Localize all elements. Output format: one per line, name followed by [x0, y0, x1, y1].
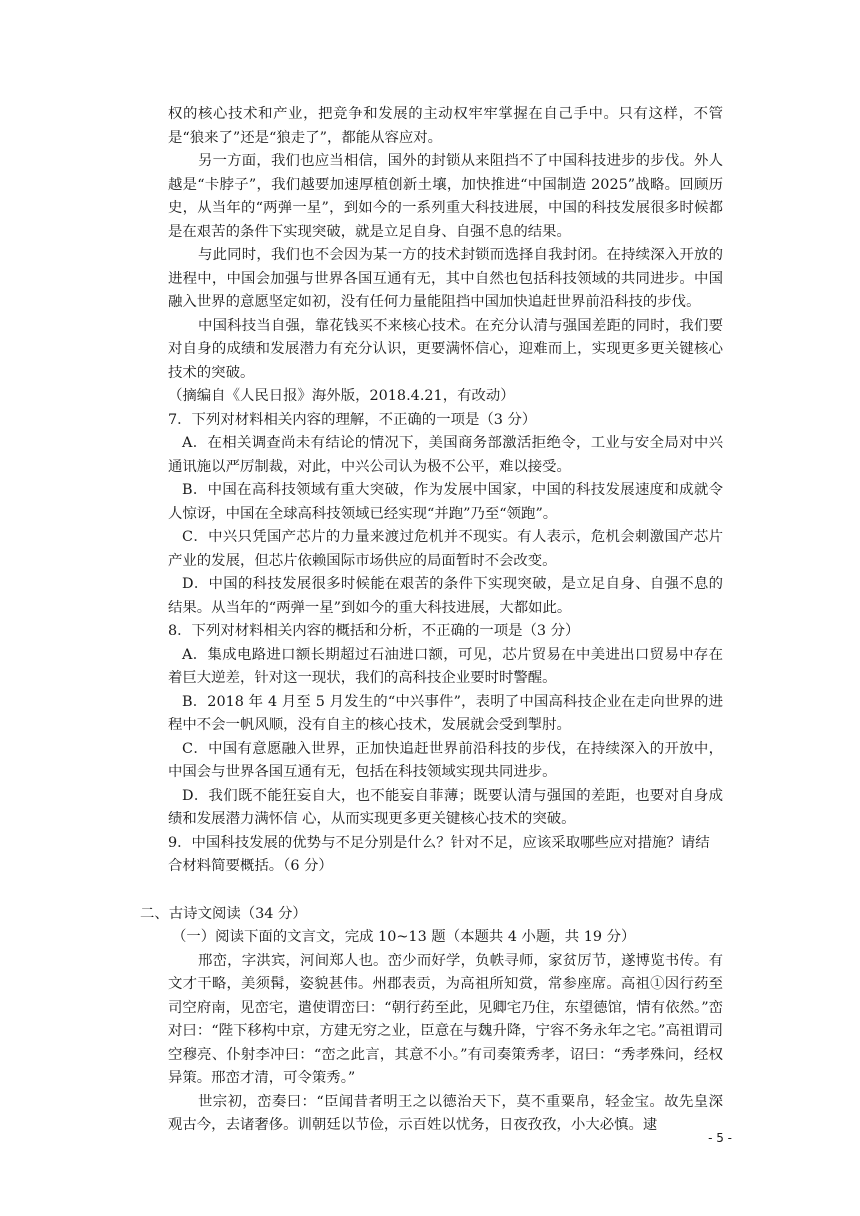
question-8-option-a: A．集成电路进口额长期超过石油进口额，可见，芯片贸易在中美进出口贸易中存在着巨大逆差，针对这一现状，我们的高科技企业要时时警醒。: [168, 646, 723, 686]
paragraph-body: 另一方面，我们也应当相信，国外的封锁从来阻挡不了中国科技进步的步伐。外人越是“卡脖子”，我们越要加速厚植创新土壤，加快推进“中国制造 2025”战略。回顾历史，从当年的“两弹一星”，到如今的一系列重大科技进展，中国的科技发展很多时候都是在艰苦的条件下实现突破，就是立足自身、自强不息的结果。: [168, 153, 723, 240]
source-note: （摘编自《人民日报》海外版，2018.4.21，有改动）: [168, 388, 515, 404]
question-8-option-c: C．中国有意愿融入世界，正加快追赶世界前沿科技的步伐，在持续深入的开放中，中国会与世界各国互通有无，包括在科技领域实现共同进步。: [168, 740, 723, 780]
page-content: [140, 103, 723, 1138]
classical-text-paragraph: 邢峦，字洪宾，河间郑人也。峦少而好学，负帙寻师，家贫厉节，遂博览书传。有文才干略，美须髯，姿貌甚伟。州郡表贡，为高祖所知赏，常参座席。高祖①因行药至司空府南，见峦宅，遣使谓峦曰：“朝行药至此，见卿宅乃住，东望德馆，情有依然。”峦对曰：“陛下移构中京，方建无穷之业，臣意在与魏升降，宁容不务永年之宅。”高祖谓司空穆亮、仆射李冲曰：“峦之此言，其意不小。”有司奏策秀孝，诏曰：“秀孝殊问，经权异策。邢峦才清，可令策秀。”: [168, 952, 723, 1086]
subsection-heading: （一）阅读下面的文言文，完成 10~13 题（本题共 4 小题，共 19 分）: [172, 929, 636, 945]
section-heading: 二、古诗文阅读（34 分）: [140, 905, 307, 922]
question-7-option-b: B．中国在高科技领域有重大突破，作为发展中国家，中国的科技发展速度和成就令人惊讶，中国在全球高科技领域已经实现“并跑”乃至“领跑”。: [168, 482, 723, 522]
paragraph-body: 中国科技当自强，靠花钱买不来核心技术。在充分认清与强国差距的同时，我们要对自身的成绩和发展潜力有充分认识，更要满怀信心，迎难而上，实现更多更关键核心技术的突破。: [168, 317, 723, 381]
question-9-stem: 9．中国科技发展的优势与不足分别是什么？针对不足，应该采取哪些应对措施？请结合材料简要概括。（6 分）: [168, 834, 710, 874]
question-7-stem: 7．下列对材料相关内容的理解，不正确的一项是（3 分）: [168, 411, 537, 428]
question-8-stem: 8．下列对材料相关内容的概括和分析，不正确的一项是（3 分）: [168, 623, 580, 639]
classical-text-paragraph: 世宗初，峦奏曰：“臣闻昔者明王之以德治天下，莫不重粟帛，轻金宝。故先皇深观古今，去诸奢侈。训朝廷以节俭，示百姓以忧务，日夜孜孜，小大必慎。逮: [168, 1093, 723, 1133]
question-7-option-c: C．中兴只凭国产芯片的力量来渡过危机并不现实。有人表示，危机会刺激国产芯片产业的发展，但芯片依赖国际市场供应的局面暂时不会改变。: [168, 529, 723, 569]
page-number: - 5 -: [708, 1131, 732, 1145]
question-8-option-b: B．2018 年 4 月至 5 月发生的“中兴事件”，表明了中国高科技企业在走向世界的进程中不会一帆风顺，没有自主的核心技术，发展就会受到掣肘。: [168, 693, 723, 733]
question-7-option-a: A．在相关调查尚未有结论的情况下，美国商务部激活拒绝令，工业与安全局对中兴通讯施以严厉制裁，对此，中兴公司认为极不公平，难以接受。: [168, 435, 723, 475]
section-spacer: [168, 879, 723, 903]
paragraph-body: 与此同时，我们也不会因为某一方的技术封锁而选择自我封闭。在持续深入开放的进程中，中国会加强与世界各国互通有无，其中自然也包括科技领域的共同进步。中国融入世界的意愿坚定如初，没有任何力量能阻挡中国加快追赶世界前沿科技的步伐。: [168, 247, 723, 310]
question-8-option-d: D．我们既不能狂妄自大，也不能妄自菲薄；既要认清与强国的差距，也要对自身成绩和发展潜力满怀信 心，从而实现更多更关键核心技术的突破。: [168, 787, 723, 827]
paragraph-continuation: 权的核心技术和产业，把竞争和发展的主动权牢牢掌握在自己手中。只有这样，不管是“狼来了”还是“狼走了”，都能从容应对。: [168, 106, 723, 146]
question-7-option-d: D．中国的科技发展很多时候能在艰苦的条件下实现突破，是立足自身、自强不息的结果。从当年的“两弹一星”到如今的重大科技进展，大都如此。: [168, 576, 723, 616]
